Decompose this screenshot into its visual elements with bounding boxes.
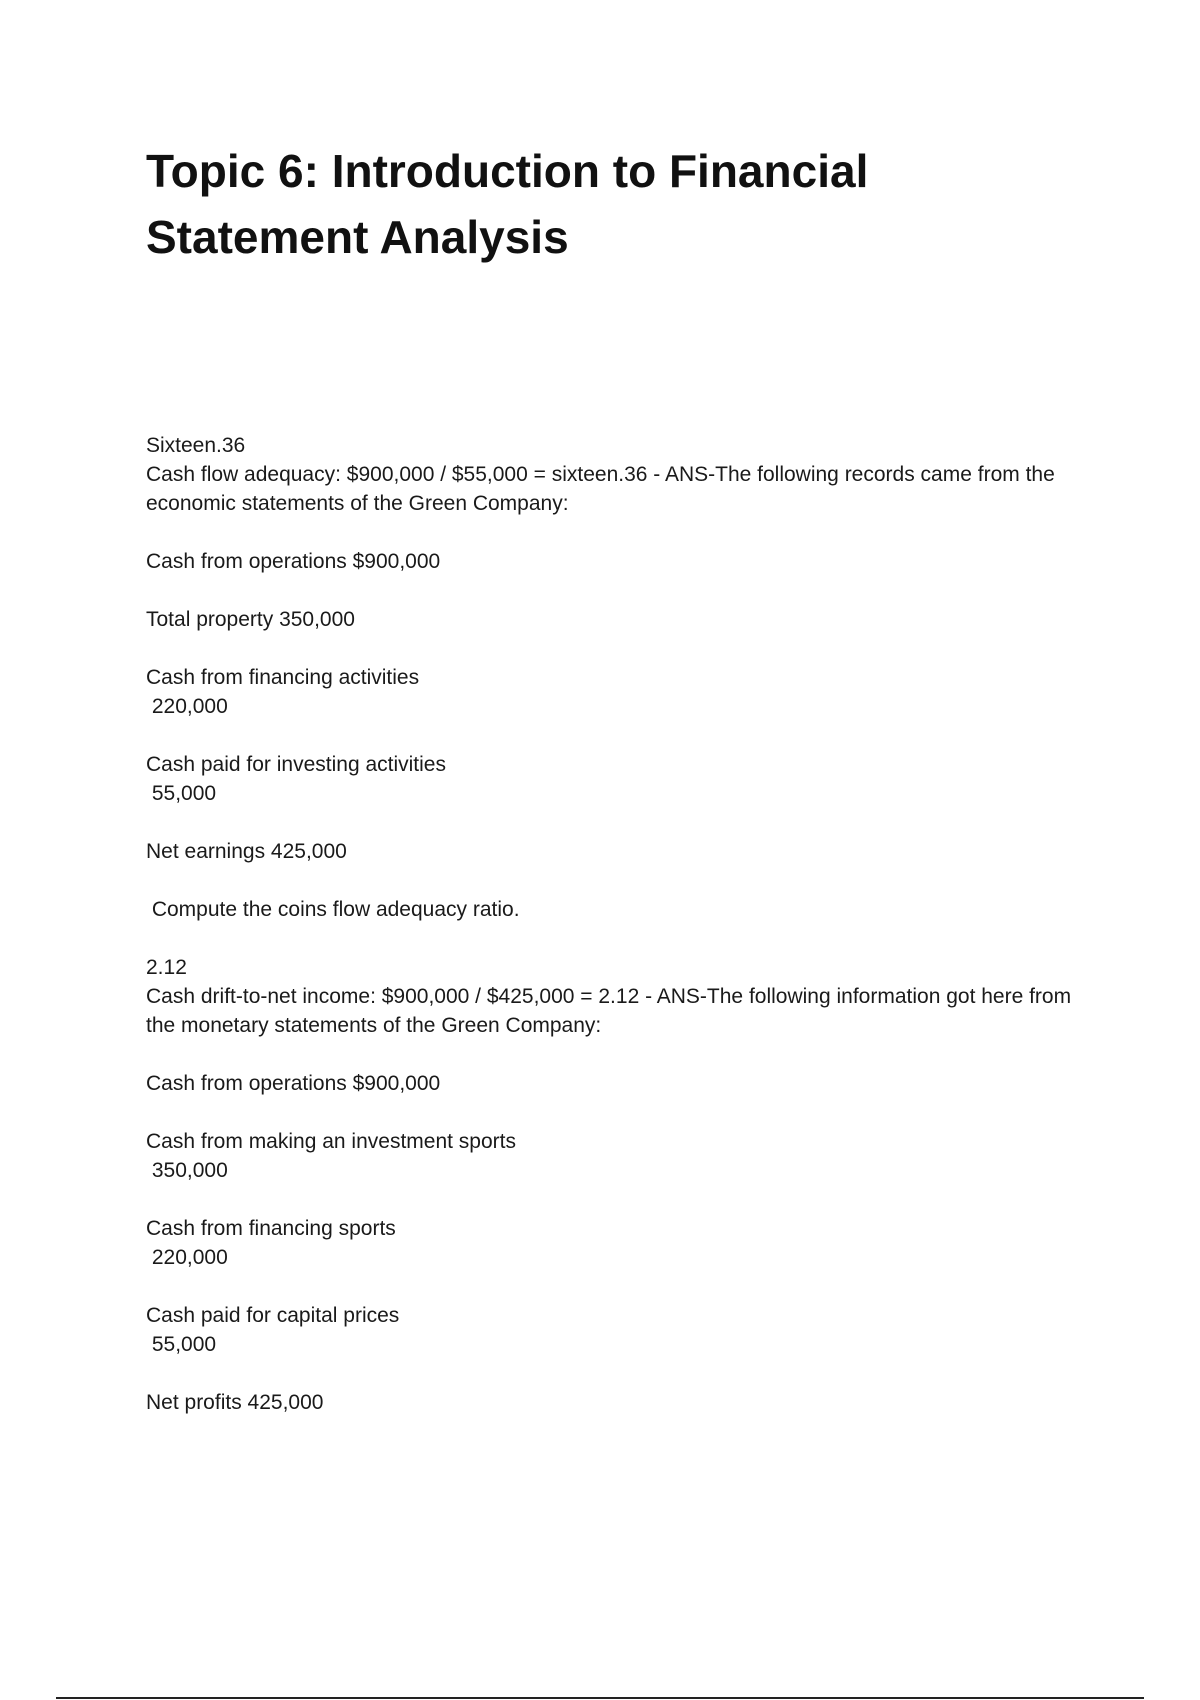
q2-item-capital-value: 55,000: [146, 1333, 217, 1356]
q2-item-net-profits: Net profits 425,000: [146, 1391, 324, 1414]
q1-item-property: Total property 350,000: [146, 608, 355, 631]
q2-item-investment-value: 350,000: [146, 1159, 228, 1182]
q2-item-investment-label: Cash from making an investment sports: [146, 1130, 516, 1153]
q2-item-financing-value: 220,000: [146, 1246, 228, 1269]
q1-answer: Sixteen.36: [146, 434, 246, 457]
q1-item-investing-value: 55,000: [146, 782, 217, 805]
document-body: [146, 431, 1096, 1417]
q2-item-operations: Cash from operations $900,000: [146, 1072, 441, 1095]
q1-explanation: Cash flow adequacy: $900,000 / $55,000 = sixteen.36 - ANS-The following records came from the economic statements of the Green Company:: [146, 463, 1055, 515]
q2-item-financing-label: Cash from financing sports: [146, 1217, 396, 1240]
q1-item-financing-value: 220,000: [146, 695, 228, 718]
title-line-2: Statement Analysis: [146, 211, 569, 263]
q1-item-financing-label: Cash from financing activities: [146, 666, 420, 689]
q2-answer: 2.12: [146, 956, 187, 979]
q2-item-capital-label: Cash paid for capital prices: [146, 1304, 400, 1327]
q1-item-net-earnings: Net earnings 425,000: [146, 840, 347, 863]
q1-item-operations: Cash from operations $900,000: [146, 550, 441, 573]
q1-item-investing-label: Cash paid for investing activities: [146, 753, 446, 776]
footer-divider: [56, 1697, 1144, 1699]
q2-explanation: Cash drift-to-net income: $900,000 / $425,000 = 2.12 - ANS-The following information got here from the monetary statements of the Green Company:: [146, 985, 1072, 1037]
title-line-1: Topic 6: Introduction to Financial: [146, 145, 869, 197]
page-title: [146, 138, 1046, 270]
q1-prompt: Compute the coins flow adequacy ratio.: [146, 898, 520, 921]
